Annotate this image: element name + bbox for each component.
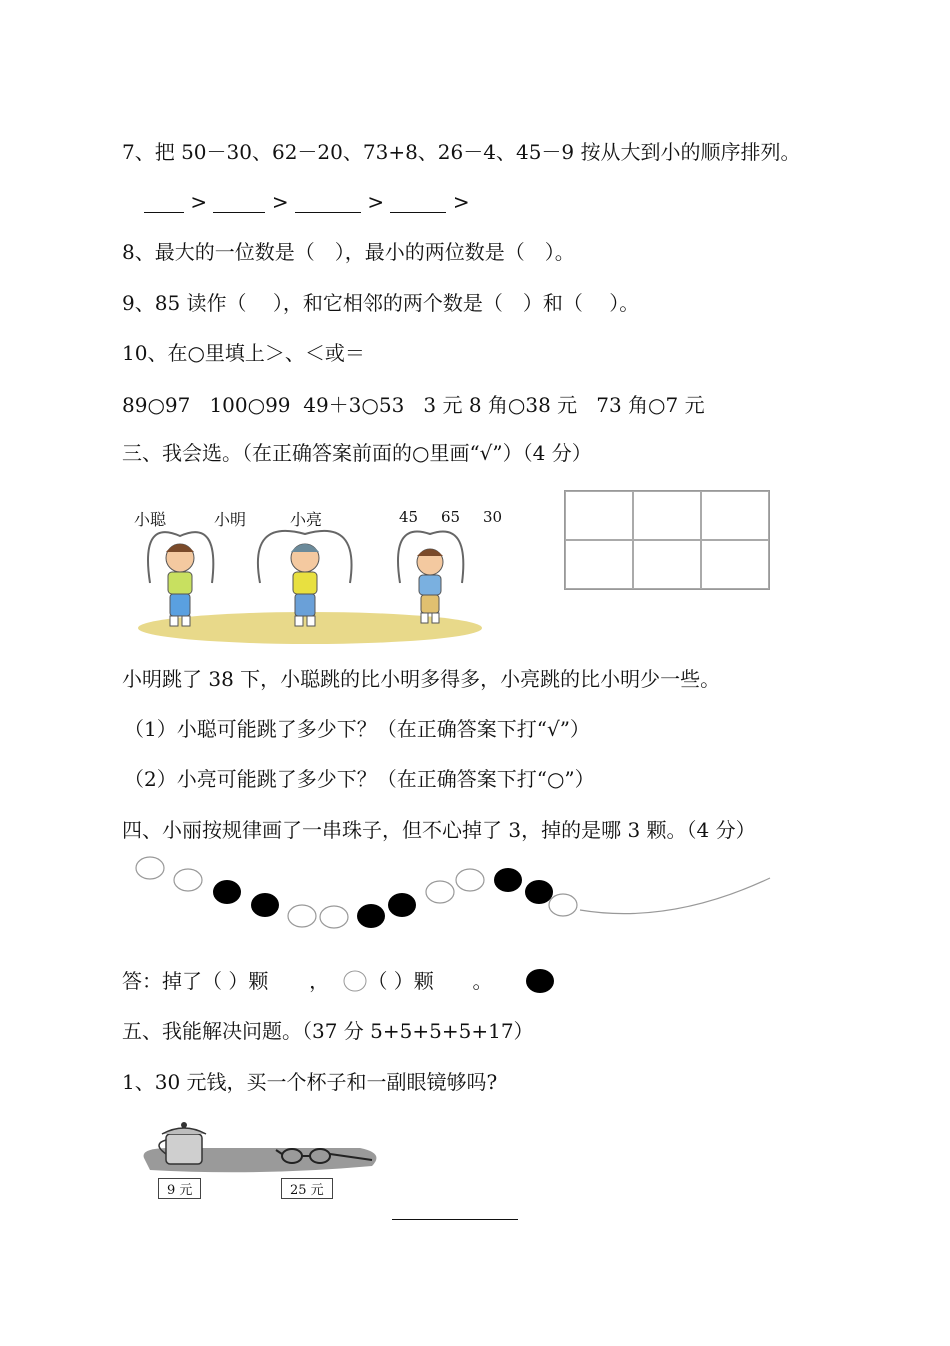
answer-blank[interactable] [144, 192, 184, 213]
greater-than-sign: > [367, 190, 385, 214]
answer-line[interactable] [392, 1219, 518, 1220]
white-bead-icon [320, 906, 348, 928]
section-5-question-1: 1、30 元钱，买一个杯子和一副眼镜够吗? [122, 1070, 498, 1094]
black-bead-icon [525, 968, 555, 994]
black-bead-icon [213, 880, 241, 904]
q7-answer-blanks [144, 188, 470, 216]
question-9: 9、85 读作（ ），和它相邻的两个数是（ ）和（ ）。 [122, 291, 640, 315]
grid-cell[interactable] [701, 540, 769, 589]
cup-icon [159, 1122, 206, 1164]
comparison-item: 49＋3○53 [303, 393, 405, 417]
number-option: 30 [483, 508, 503, 526]
grid-cell[interactable] [633, 491, 701, 540]
white-bead-icon [549, 894, 577, 916]
greater-than-sign: > [190, 190, 208, 214]
black-bead-icon [494, 868, 522, 892]
number-option: 65 [441, 508, 461, 526]
comparison-item: 3 元 8 角○38 元 [423, 393, 578, 417]
comparison-item: 100○99 [209, 393, 291, 417]
kid-name-label: 小明 [214, 510, 247, 529]
kid-name-label: 小聪 [134, 510, 167, 529]
greater-than-sign: > [271, 190, 289, 214]
answer-grid [564, 490, 770, 590]
section-3-question-1: （1）小聪可能跳了多少下？（在正确答案下打“√”） [124, 717, 590, 741]
section-3-story: 小明跳了 38 下，小聪跳的比小明多得多，小亮跳的比小明少一些。 [122, 667, 721, 691]
comparison-item: 89○97 [122, 393, 191, 417]
answer-text: 答：掉了（ ）颗 [122, 969, 269, 993]
kid-jumping-rope-icon [398, 531, 463, 623]
answer-blank[interactable] [390, 192, 446, 213]
answer-text: （ ）颗 [367, 969, 434, 993]
kid-jumping-rope-icon [258, 531, 352, 626]
cup-and-glasses-illustration [140, 1118, 385, 1178]
grid-cell[interactable] [701, 491, 769, 540]
greater-than-sign: > [452, 190, 470, 214]
answer-blank[interactable] [213, 192, 265, 213]
cup-price-tag: 9 元 [158, 1178, 201, 1199]
question-8: 8、最大的一位数是（ ），最小的两位数是（ ）。 [122, 240, 575, 264]
section-5-title: 五、我能解决问题。（37 分 5+5+5+5+17） [122, 1019, 534, 1043]
kid-name-label: 小亮 [290, 510, 323, 529]
white-bead-icon [426, 881, 454, 903]
comparison-item: 73 角○7 元 [596, 393, 705, 417]
section-4-title: 四、小丽按规律画了一串珠子，但不心掉了 3，掉的是哪 3 颗。（4 分） [122, 818, 756, 842]
white-bead-icon [174, 869, 202, 891]
bead-string-illustration [130, 850, 780, 940]
number-option: 45 [399, 508, 419, 526]
section-3-title: 三、我会选。（在正确答案前面的○里画“√”）（4 分） [122, 441, 592, 465]
black-bead-icon [388, 893, 416, 917]
white-bead-icon [136, 857, 164, 879]
answer-blank[interactable] [295, 192, 361, 213]
grid-cell[interactable] [565, 540, 633, 589]
answer-text: 。 [472, 969, 493, 993]
question-7: 7、把 50－30、62－20、73+8、26－4、45－9 按从大到小的顺序排列。 [122, 140, 801, 164]
jump-rope-illustration [130, 528, 490, 650]
glasses-price-tag: 25 元 [281, 1178, 333, 1199]
answer-text: ， [309, 969, 330, 993]
grid-cell[interactable] [633, 540, 701, 589]
kid-jumping-rope-icon [148, 532, 213, 626]
white-bead-icon [456, 869, 484, 891]
white-bead-icon [343, 969, 367, 993]
white-bead-icon [288, 905, 316, 927]
question-10: 10、在○里填上＞、＜或＝ [122, 341, 365, 365]
grid-cell[interactable] [565, 491, 633, 540]
black-bead-icon [525, 880, 553, 904]
black-bead-icon [251, 893, 279, 917]
black-bead-icon [357, 904, 385, 928]
section-4-answer [122, 967, 493, 995]
section-3-question-2: （2）小亮可能跳了多少下？（在正确答案下打“○”） [124, 767, 595, 791]
q10-comparisons [122, 391, 705, 419]
